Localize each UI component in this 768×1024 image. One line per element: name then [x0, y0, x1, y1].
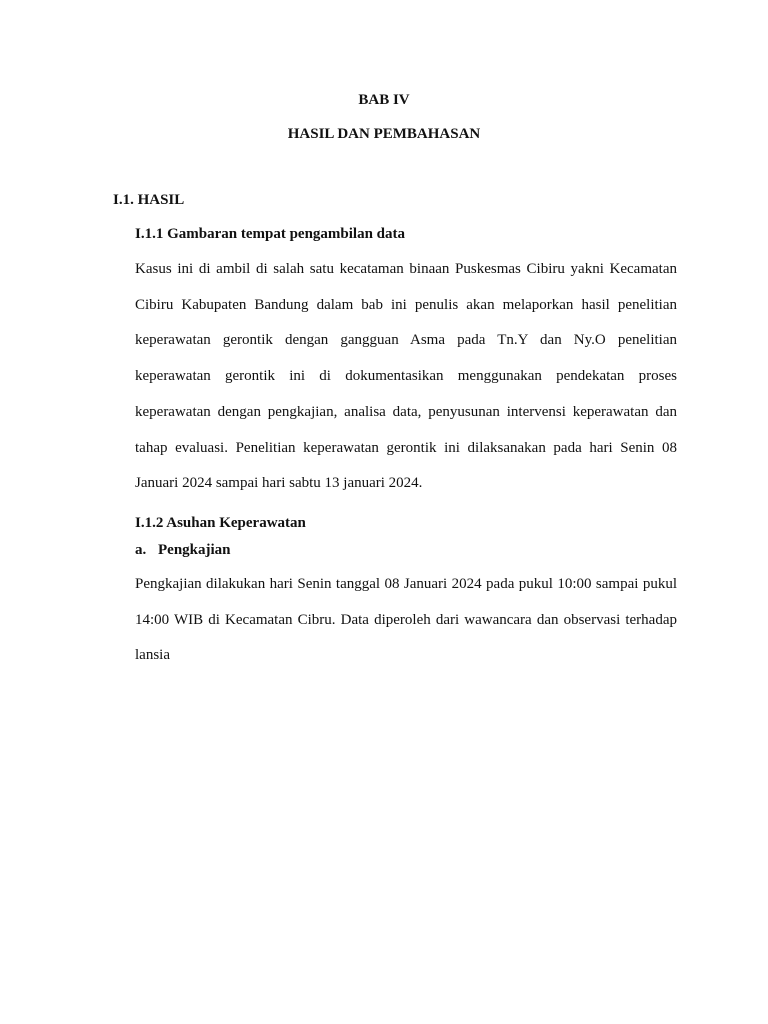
subsection-heading-data-location: I.1.1 Gambaran tempat pengambilan data [135, 226, 406, 242]
chapter-title: HASIL DAN PEMBAHASAN [287, 126, 481, 142]
section-heading: I.1. HASIL [113, 192, 185, 208]
item-heading-assessment [135, 542, 231, 559]
list-marker: a. [135, 542, 147, 558]
subsection-heading-nursing-care: I.1.2 Asuhan Keperawatan [135, 515, 306, 531]
chapter-label: BAB IV [358, 92, 410, 108]
paragraph-assessment: Pengkajian dilakukan hari Senin tanggal 08 Januari 2024 pada pukul 10:00 sampai pukul 14:00 WIB di Kecamatan Cibru. Data diperoleh dari wawancara dan observasi terhadap lansia [135, 576, 677, 664]
item-heading-label: Pengkajian [158, 542, 231, 558]
paragraph-data-location: Kasus ini di ambil di salah satu kecataman binaan Puskesmas Cibiru yakni Kecamatan Cibiru Kabupaten Bandung dalam bab ini penulis akan melaporkan hasil penelitian keperawatan gerontik dengan gangguan Asma pada Tn.Y dan Ny.O penelitian keperawatan gerontik ini di dokumentasikan menggunakan pendekatan proses keperawatan dengan pengkajian, analisa data, penyusunan intervensi keperawatan dan tahap evaluasi. Penelitian keperawatan gerontik ini dilaksanakan pada hari Senin 08 Januari 2024 sampai hari sabtu 13 januari 2024. [135, 261, 677, 492]
